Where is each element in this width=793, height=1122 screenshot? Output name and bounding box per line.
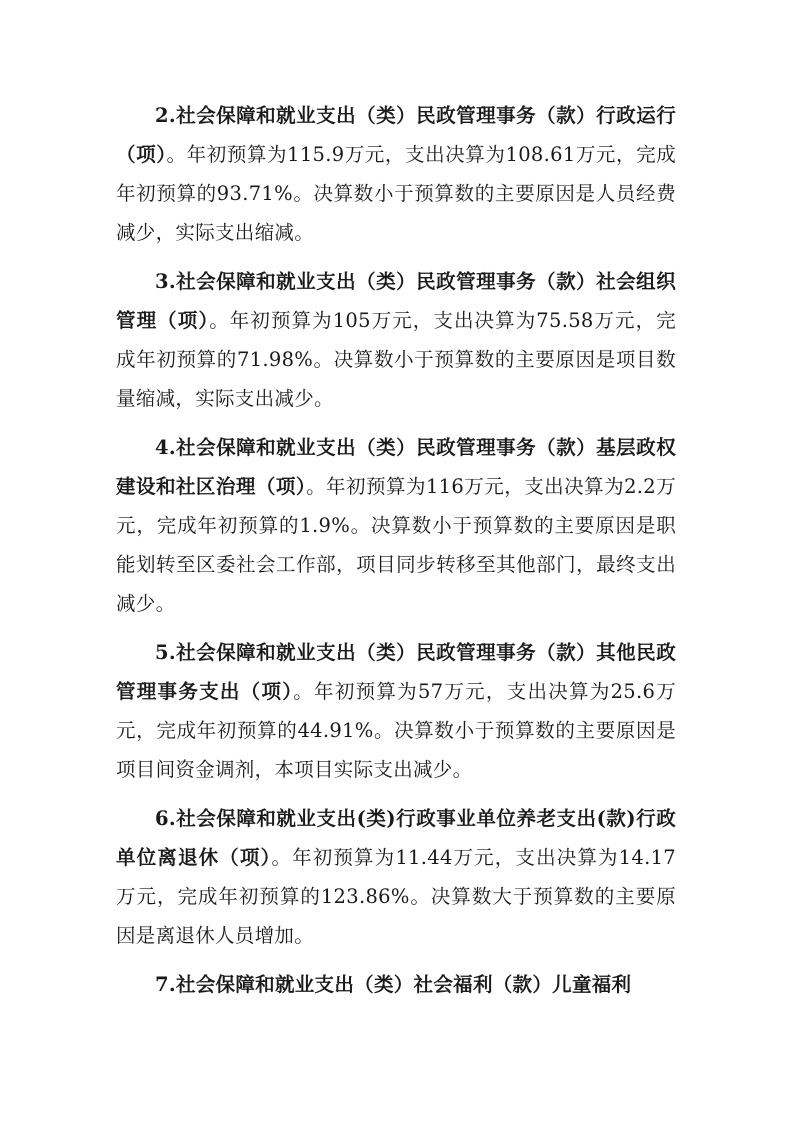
paragraph-heading: 3.社会保障和就业支出（类）民政管理事务（款）社会组织管理（项） xyxy=(116,270,676,332)
paragraph-heading: 7.社会保障和就业支出（类）社会福利（款）儿童福利 xyxy=(155,973,632,996)
paragraph-body: 。年初预算为105万元，支出决算为75.58万元，完成年初预算的71.98%。决算数小于预算数的主要原因是项目数量缩减，实际支出减少。 xyxy=(116,309,676,410)
paragraph-body: 。年初预算为116万元，支出决算为2.2万元，完成年初预算的1.9%。决算数小于预算数的主要原因是职能划转至区委社会工作部，项目同步转移至其他部门，最终支出减少。 xyxy=(116,475,676,615)
paragraph-heading: 5.社会保障和就业支出（类）民政管理事务（款）其他民政管理事务支出（项） xyxy=(116,641,676,703)
paragraph-item-3 xyxy=(116,262,676,418)
paragraph-heading: 2.社会保障和就业支出（类）民政管理事务（款）行政运行（项） xyxy=(116,104,676,166)
paragraph-body: 。年初预算为57万元，支出决算为25.6万元，完成年初预算的44.91%。决算数小于预算数的主要原因是项目间资金调剂，本项目实际支出减少。 xyxy=(116,680,677,781)
paragraph-body: 。年初预算为115.9万元，支出决算为108.61万元，完成年初预算的93.71%。决算数小于预算数的主要原因是人员经费减少，实际支出缩减。 xyxy=(116,143,676,244)
paragraph-item-5 xyxy=(116,633,676,789)
paragraph-item-2 xyxy=(116,96,676,252)
paragraph-item-6 xyxy=(116,799,676,955)
paragraph-heading: 6.社会保障和就业支出(类)行政事业单位养老支出(款)行政单位离退休（项） xyxy=(116,807,676,869)
paragraph-item-4 xyxy=(116,428,676,623)
document-page xyxy=(116,96,676,1004)
paragraph-heading: 4.社会保障和就业支出（类）民政管理事务（款）基层政权建设和社区治理（项） xyxy=(116,436,676,498)
paragraph-body: 。年初预算为11.44万元，支出决算为14.17万元，完成年初预算的123.86%。决算数大于预算数的主要原因是离退休人员增加。 xyxy=(116,846,676,947)
paragraph-item-7 xyxy=(116,965,676,1004)
